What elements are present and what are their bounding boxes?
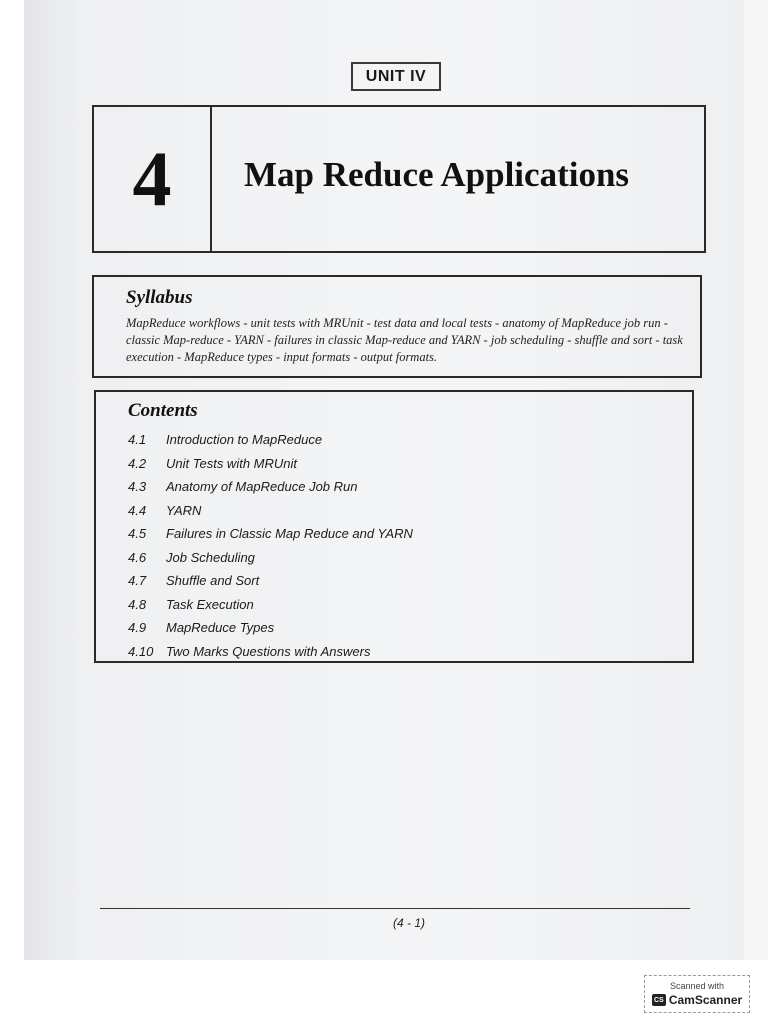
page-edge bbox=[744, 0, 768, 960]
syllabus-text: MapReduce workflows - unit tests with MRUnit - test data and local tests - anatomy of MapReduce job run - classic Map-reduce - YARN - failures in classic Map-reduce and YARN - job scheduling - shuffle and sort - task execution - MapReduce types - input formats - output formats. bbox=[126, 316, 683, 364]
contents-item bbox=[128, 640, 680, 664]
contents-box bbox=[94, 390, 694, 663]
contents-item-title: Two Marks Questions with Answers bbox=[166, 643, 371, 659]
chapter-header bbox=[92, 105, 706, 253]
watermark-name: CamScanner bbox=[668, 993, 743, 1007]
syllabus-heading: Syllabus bbox=[126, 287, 193, 308]
contents-list bbox=[128, 428, 680, 663]
contents-item-number: 4.7 bbox=[128, 573, 147, 589]
contents-item bbox=[128, 616, 680, 640]
watermark-brand bbox=[652, 993, 742, 1007]
contents-item-number: 4.9 bbox=[128, 620, 147, 636]
contents-item-number: 4.6 bbox=[128, 549, 147, 565]
contents-item-title: Job Scheduling bbox=[166, 549, 255, 565]
chapter-title: Map Reduce Applications bbox=[244, 155, 630, 194]
syllabus-box bbox=[92, 275, 702, 378]
footer-rule bbox=[100, 908, 690, 909]
chapter-number: 4 bbox=[132, 135, 172, 222]
contents-item-title: MapReduce Types bbox=[166, 620, 275, 636]
scanned-page bbox=[24, 0, 744, 960]
unit-label: UNIT IV bbox=[351, 62, 441, 91]
contents-item bbox=[128, 475, 680, 499]
contents-item-title: Task Execution bbox=[166, 596, 254, 612]
camscanner-watermark bbox=[644, 975, 750, 1013]
contents-item-title: Introduction to MapReduce bbox=[166, 432, 323, 448]
contents-item-number: 4.3 bbox=[128, 479, 147, 495]
contents-item bbox=[128, 499, 680, 523]
contents-item-number: 4.10 bbox=[128, 643, 154, 659]
contents-heading: Contents bbox=[128, 400, 198, 421]
contents-item bbox=[128, 546, 680, 570]
contents-item-title: YARN bbox=[166, 502, 202, 518]
contents-item-number: 4.2 bbox=[128, 455, 147, 471]
contents-item-title: Failures in Classic Map Reduce and YARN bbox=[166, 526, 413, 542]
contents-item-title: Shuffle and Sort bbox=[166, 573, 260, 589]
watermark-caption: Scanned with bbox=[669, 981, 725, 991]
page-number: (4 - 1) bbox=[392, 916, 425, 930]
contents-item bbox=[128, 593, 680, 617]
contents-item-number: 4.4 bbox=[128, 502, 147, 518]
contents-item bbox=[128, 428, 680, 452]
contents-item bbox=[128, 569, 680, 593]
chapter-divider bbox=[210, 107, 212, 251]
contents-item-number: 4.1 bbox=[128, 432, 147, 448]
contents-item-number: 4.5 bbox=[128, 526, 147, 542]
camscanner-logo-icon: CS bbox=[652, 994, 666, 1006]
contents-item bbox=[128, 452, 680, 476]
contents-item bbox=[128, 522, 680, 546]
contents-item-title: Anatomy of MapReduce Job Run bbox=[166, 479, 358, 495]
contents-item-title: Unit Tests with MRUnit bbox=[166, 455, 297, 471]
contents-item-number: 4.8 bbox=[128, 596, 147, 612]
